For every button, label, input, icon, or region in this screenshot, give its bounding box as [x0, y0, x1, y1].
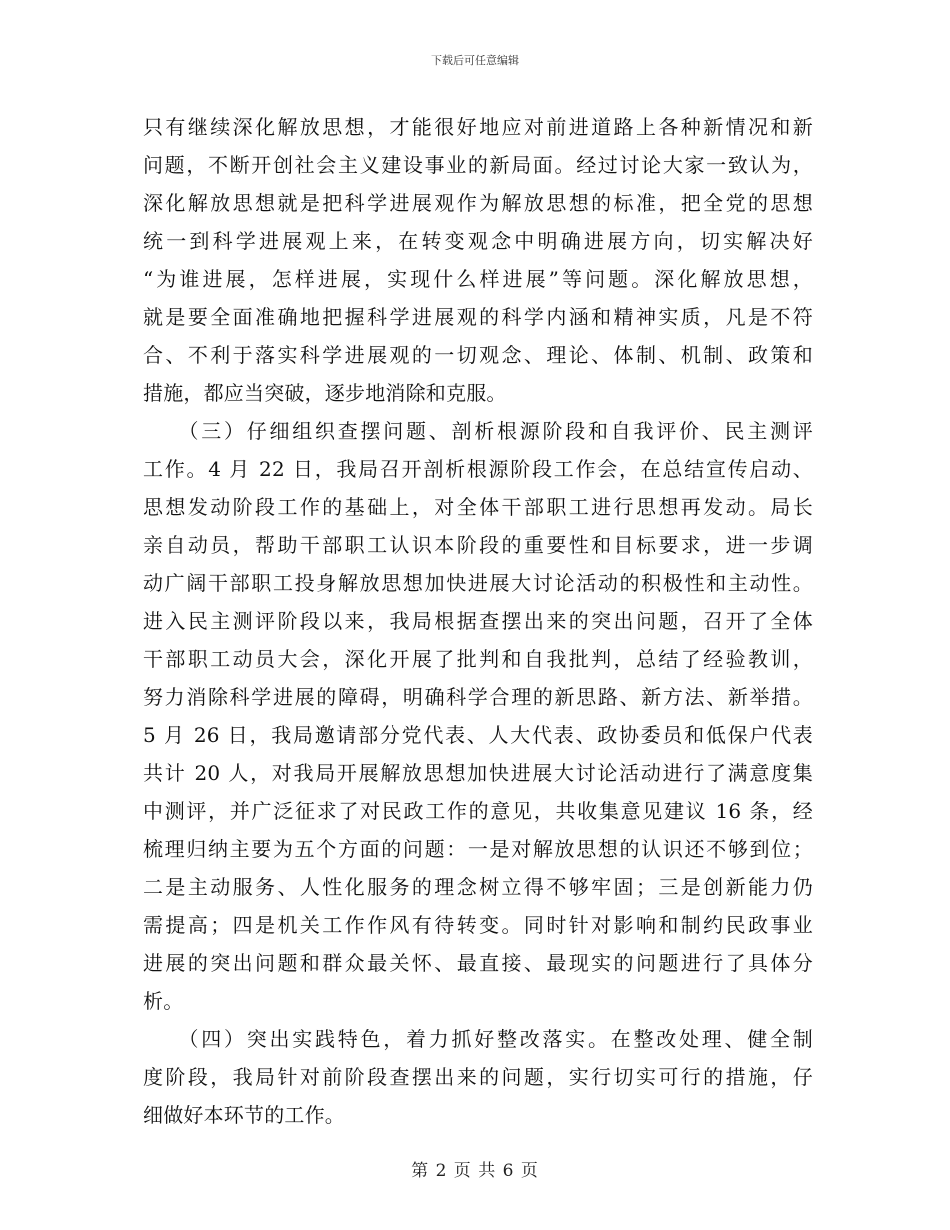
body-line: 合、不利于落实科学进展观的一切观念、理论、体制、机制、政策和 [143, 343, 813, 367]
body-line: 工作。4 月 22 日，我局召开剖析根源阶段工作会，在总结宣传启动、 [143, 457, 813, 481]
body-line: 就是要全面准确地把握科学进展观的科学内涵和精神实质，凡是不符 [143, 305, 813, 329]
body-line: 二是主动服务、人性化服务的理念树立得不够牢固；三是创新能力仍 [143, 875, 813, 899]
body-line: （四）突出实践特色，着力抓好整改落实。在整改处理、健全制 [143, 1027, 813, 1051]
body-line: 动广阔干部职工投身解放思想加快进展大讨论活动的积极性和主动性。 [143, 571, 813, 595]
paragraph-end-line: 析。 [143, 989, 184, 1013]
body-line: 思想发动阶段工作的基础上，对全体干部职工进行思想再发动。局长 [143, 495, 813, 519]
body-line: 努力消除科学进展的障碍，明确科学合理的新思路、新方法、新举措。 [143, 685, 813, 709]
body-line: 干部职工动员大会，深化开展了批判和自我批判，总结了经验教训， [143, 647, 813, 671]
body-line: 进展的突出问题和群众最关怀、最直接、最现实的问题进行了具体分 [143, 951, 813, 975]
paragraph-end-line: 措施，都应当突破，逐步地消除和克服。 [143, 381, 507, 405]
body-line: 只有继续深化解放思想，才能很好地应对前进道路上各种新情况和新 [143, 115, 813, 139]
page-header-note: 下载后可任意编辑 [431, 54, 519, 67]
body-line: 梳理归纳主要为五个方面的问题：一是对解放思想的认识还不够到位； [143, 837, 813, 861]
body-line: 深化解放思想就是把科学进展观作为解放思想的标准，把全党的思想 [143, 191, 813, 215]
body-line: 进入民主测评阶段以来，我局根据查摆出来的突出问题，召开了全体 [143, 609, 813, 633]
paragraph-end-line: 细做好本环节的工作。 [143, 1103, 345, 1127]
body-line: 亲自动员，帮助干部职工认识本阶段的重要性和目标要求，进一步调 [143, 533, 813, 557]
body-line: 需提高；四是机关工作作风有待转变。同时针对影响和制约民政事业 [143, 913, 813, 937]
body-line: 度阶段，我局针对前阶段查摆出来的问题，实行切实可行的措施，仔 [143, 1065, 813, 1089]
body-line: 5 月 26 日，我局邀请部分党代表、人大代表、政协委员和低保户代表 [143, 723, 813, 747]
body-line: 中测评，并广泛征求了对民政工作的意见，共收集意见建议 16 条，经 [143, 799, 813, 823]
document-body [143, 108, 813, 1134]
body-line: “为谁进展，怎样进展，实现什么样进展”等问题。深化解放思想， [143, 267, 813, 291]
body-line: 问题，不断开创社会主义建设事业的新局面。经过讨论大家一致认为， [143, 153, 813, 177]
body-line: （三）仔细组织查摆问题、剖析根源阶段和自我评价、民主测评 [143, 419, 813, 443]
body-line: 统一到科学进展观上来，在转变观念中明确进展方向，切实解决好 [143, 229, 813, 253]
page-number: 第 2 页 共 6 页 [411, 1161, 539, 1181]
body-line: 共计 20 人，对我局开展解放思想加快进展大讨论活动进行了满意度集 [143, 761, 813, 785]
